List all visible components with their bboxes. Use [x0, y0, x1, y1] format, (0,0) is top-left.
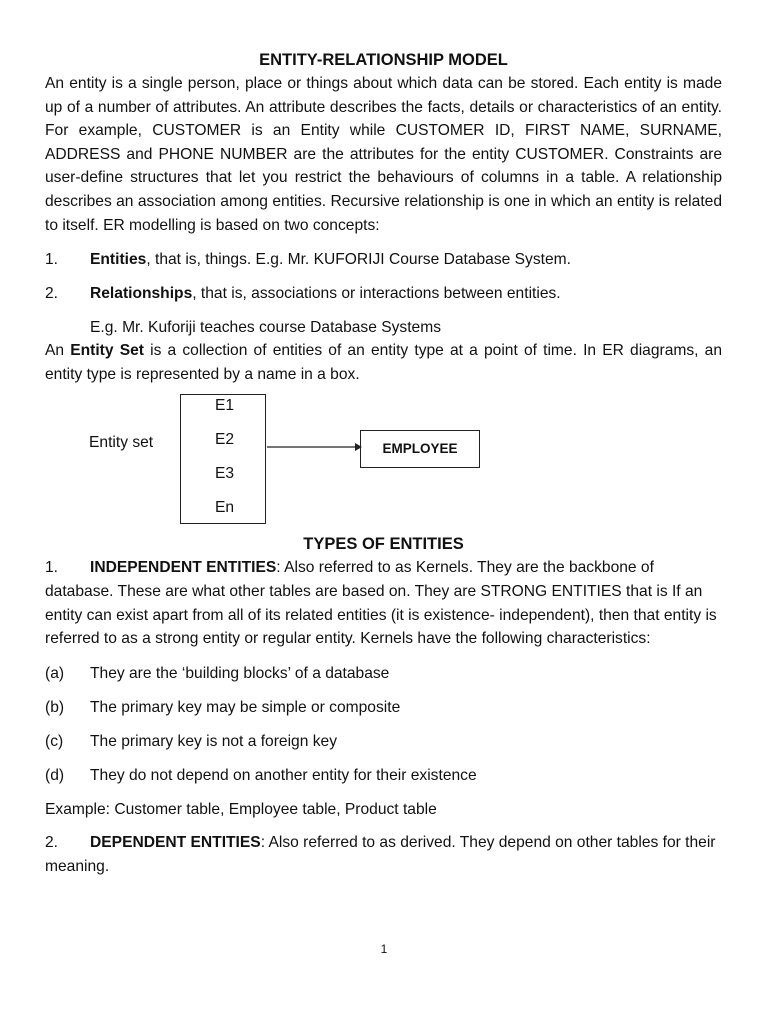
- concept-term: Entities: [90, 251, 147, 269]
- document-page: [45, 48, 722, 879]
- list-number: 1.: [45, 251, 59, 269]
- entity-e1: E1: [215, 397, 235, 415]
- concept-example: E.g. Mr. Kuforiji teaches course Database Systems: [90, 319, 442, 337]
- entity-e3: E3: [215, 465, 235, 483]
- concept-text: , that is, things. E.g. Mr. KUFORIJI Course Database System.: [146, 251, 571, 269]
- entity-set-label: Entity set: [89, 434, 154, 452]
- entity-e2: E2: [215, 431, 235, 449]
- entity-set-diagram: [45, 394, 722, 526]
- characteristic-item: (a) They are the ‘building blocks’ of a database: [45, 664, 390, 682]
- concept-term: Relationships: [90, 285, 193, 303]
- entity-set-paragraph: An Entity Set is a collection of entities of an entity type at a point of time. In ER diagrams, an entity type is represented by a name in a box.: [45, 342, 723, 383]
- page-title: ENTITY-RELATIONSHIP MODEL: [259, 51, 508, 69]
- list-number: 2.: [45, 285, 59, 303]
- dependent-term: DEPENDENT ENTITIES: [90, 834, 261, 852]
- employee-entity-box: EMPLOYEE: [360, 430, 480, 468]
- page-number: 1: [380, 942, 388, 956]
- independent-term: INDEPENDENT ENTITIES: [90, 559, 277, 577]
- characteristic-item: (d) They do not depend on another entity for their existence: [45, 766, 477, 784]
- intro-paragraph: An entity is a single person, place or things about which data can be stored. Each entity is made up of a number of attributes. An attribute describes the facts, details or characteristics of an entity. For example, CUSTOMER is an Entity while CUSTOMER ID, FIRST NAME, SURNAME, ADDRESS and PHONE NUMBER are the attributes for the entity CUSTOMER. Constraints are user-define structures that let you restrict the behaviours of columns in a table. A relationship describes an association among entities. Recursive relationship is one in which an entity is related to itself. ER modelling is based on two concepts:: [45, 75, 722, 234]
- characteristic-item: (c) The primary key is not a foreign key: [45, 732, 338, 750]
- concept-text: , that is, associations or interactions between entities.: [192, 285, 561, 303]
- characteristic-item: (b) The primary key may be simple or composite: [45, 698, 401, 716]
- example-line: Example: Customer table, Employee table, Product table: [45, 800, 437, 818]
- dependent-entities-paragraph: 2. DEPENDENT ENTITIES: Also referred to as derived. They depend on other tables for their meaning.: [45, 834, 716, 875]
- entity-set-term: Entity Set: [70, 342, 144, 360]
- concept-item-entities: [45, 248, 722, 271]
- types-heading: TYPES OF ENTITIES: [303, 535, 464, 554]
- concept-item-relationships: [45, 282, 722, 305]
- entity-en: En: [215, 499, 235, 517]
- independent-entities-paragraph: 1. INDEPENDENT ENTITIES: Also referred to as Kernels. They are the backbone of database. These are what other tables are based on. They are STRONG ENTITIES that is If an entity can exist apart from all of its related entities (it is existence- independent), then that entity is referred to as a strong entity or regular entity. Kernels have the following characteristics:: [45, 559, 717, 648]
